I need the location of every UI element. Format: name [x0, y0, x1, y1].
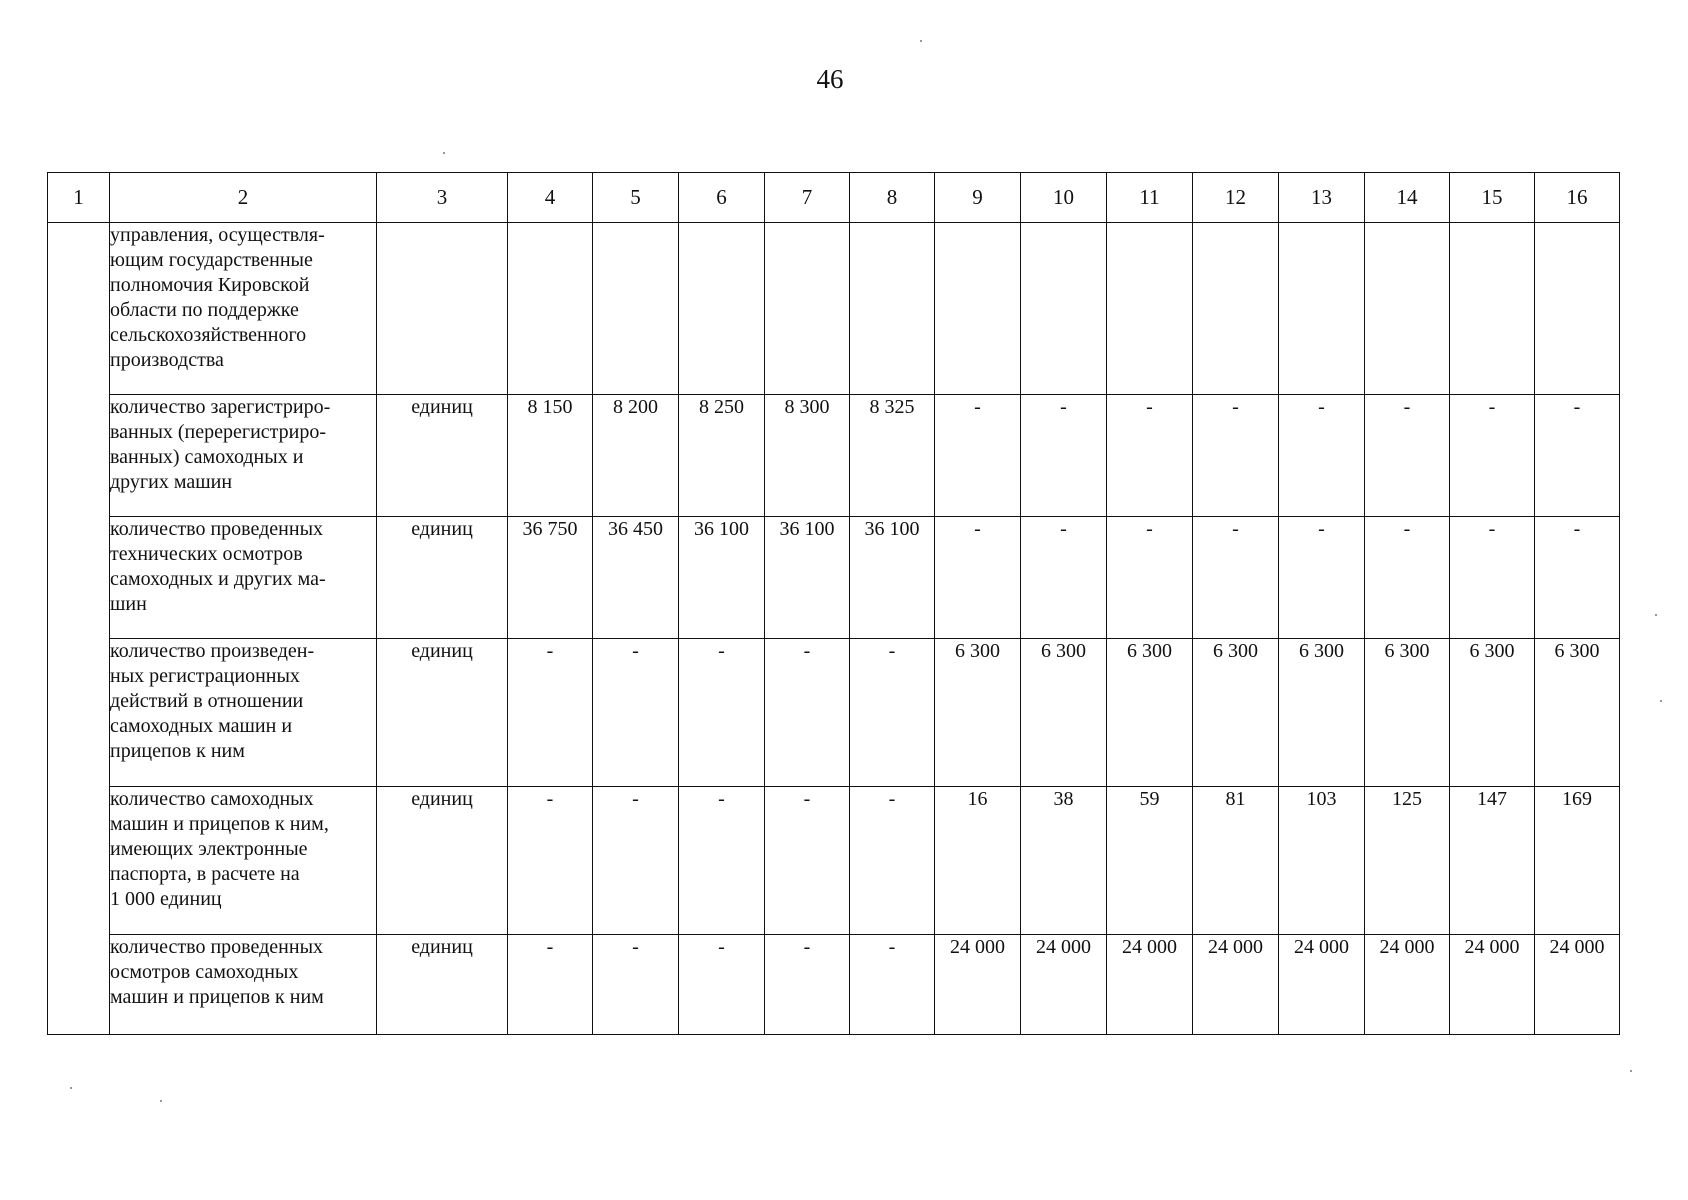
indicator-name-line: ных регистрационных — [110, 665, 300, 687]
value-cell: - — [508, 639, 593, 787]
value-cell: 6 300 — [1450, 639, 1535, 787]
indicator-name-line: технических осмотров — [110, 543, 303, 565]
value-cell: 103 — [1279, 787, 1365, 935]
unit-cell: единиц — [377, 395, 508, 517]
value-cell: - — [1535, 395, 1620, 517]
column-header: 13 — [1279, 173, 1365, 223]
value-cell — [1021, 223, 1107, 395]
value-cell: - — [850, 787, 935, 935]
indicator-name-cell — [110, 517, 377, 639]
unit-cell: единиц — [377, 935, 508, 1035]
value-cell: 8 250 — [679, 395, 765, 517]
value-cell — [765, 223, 850, 395]
indicator-name-line: количество произведен- — [110, 640, 315, 662]
indicator-name-line: других машин — [110, 471, 233, 493]
value-cell — [1450, 223, 1535, 395]
value-cell: 24 000 — [1450, 935, 1535, 1035]
value-cell: 59 — [1107, 787, 1193, 935]
scan-speck — [70, 1087, 72, 1089]
indicator-name-line: шин — [110, 593, 147, 615]
value-cell — [1365, 223, 1450, 395]
value-cell — [508, 223, 593, 395]
indicator-name-cell — [110, 639, 377, 787]
value-cell: 6 300 — [1193, 639, 1279, 787]
unit-cell: единиц — [377, 639, 508, 787]
column-header: 10 — [1021, 173, 1107, 223]
value-cell — [1279, 223, 1365, 395]
value-cell: 24 000 — [935, 935, 1021, 1035]
unit-cell: единиц — [377, 517, 508, 639]
column-header: 14 — [1365, 173, 1450, 223]
value-cell: - — [1193, 395, 1279, 517]
value-cell: 24 000 — [1279, 935, 1365, 1035]
value-cell: 36 450 — [593, 517, 679, 639]
value-cell — [850, 223, 935, 395]
value-cell: 6 300 — [1107, 639, 1193, 787]
column-header: 3 — [377, 173, 508, 223]
value-cell: - — [765, 935, 850, 1035]
unit-cell — [377, 223, 508, 395]
value-cell: 38 — [1021, 787, 1107, 935]
value-cell: 24 000 — [1535, 935, 1620, 1035]
column-header: 16 — [1535, 173, 1620, 223]
value-cell: 8 200 — [593, 395, 679, 517]
indicator-name-line: области по поддержке — [110, 299, 299, 321]
value-cell: 16 — [935, 787, 1021, 935]
scan-speck — [920, 40, 922, 42]
indicator-name-line: количество проведенных — [110, 518, 324, 540]
indicator-name-line: управления, осуществля- — [110, 224, 325, 246]
value-cell: - — [593, 787, 679, 935]
scan-speck — [1660, 700, 1662, 702]
column-header: 15 — [1450, 173, 1535, 223]
value-cell: 125 — [1365, 787, 1450, 935]
indicator-name-line: производства — [110, 349, 224, 371]
indicator-name-line: 1 000 единиц — [110, 888, 222, 910]
scan-speck — [443, 152, 445, 154]
page-number: 46 — [816, 64, 844, 94]
value-cell: 6 300 — [935, 639, 1021, 787]
value-cell: 24 000 — [1107, 935, 1193, 1035]
value-cell: - — [1450, 395, 1535, 517]
value-cell — [679, 223, 765, 395]
value-cell: - — [508, 935, 593, 1035]
column-header: 6 — [679, 173, 765, 223]
data-table — [47, 172, 1620, 1035]
indicator-name-line: действий в отношении — [110, 690, 304, 712]
indicator-name-line: количество самоходных — [110, 788, 314, 810]
value-cell — [1193, 223, 1279, 395]
value-cell: 147 — [1450, 787, 1535, 935]
value-cell: - — [1193, 517, 1279, 639]
value-cell: - — [935, 517, 1021, 639]
unit-cell: единиц — [377, 787, 508, 935]
column-header: 5 — [593, 173, 679, 223]
indicator-name-line: самоходных и других ма- — [110, 568, 326, 590]
column-header: 4 — [508, 173, 593, 223]
indicator-name-line: полномочия Кировской — [110, 274, 310, 296]
value-cell: 24 000 — [1021, 935, 1107, 1035]
table-row — [48, 787, 1620, 935]
value-cell: 8 150 — [508, 395, 593, 517]
column-header: 9 — [935, 173, 1021, 223]
indicator-name-cell — [110, 395, 377, 517]
table-row — [48, 639, 1620, 787]
indicator-name-line: осмотров самоходных — [110, 961, 299, 983]
column-header: 12 — [1193, 173, 1279, 223]
value-cell: - — [850, 935, 935, 1035]
value-cell — [1107, 223, 1193, 395]
indicator-name-line: имеющих электронные — [110, 838, 308, 860]
value-cell: - — [679, 639, 765, 787]
table-row — [48, 395, 1620, 517]
table-row — [48, 935, 1620, 1035]
value-cell: - — [679, 935, 765, 1035]
value-cell: - — [679, 787, 765, 935]
indicator-name-cell — [110, 935, 377, 1035]
value-cell: 8 325 — [850, 395, 935, 517]
value-cell: - — [1279, 395, 1365, 517]
indicator-name-line: ванных) самоходных и — [110, 446, 304, 468]
indicator-name-line: машин и прицепов к ним, — [110, 813, 329, 835]
header-row — [48, 173, 1620, 223]
indicator-name-line: машин и прицепов к ним — [110, 986, 324, 1008]
value-cell: 8 300 — [765, 395, 850, 517]
value-cell: 24 000 — [1193, 935, 1279, 1035]
value-cell — [1535, 223, 1620, 395]
scan-speck — [160, 1100, 162, 1102]
value-cell — [935, 223, 1021, 395]
value-cell: 6 300 — [1535, 639, 1620, 787]
column-header: 2 — [110, 173, 377, 223]
indicator-name-line: самоходных машин и — [110, 715, 293, 737]
column-header: 7 — [765, 173, 850, 223]
column-header: 11 — [1107, 173, 1193, 223]
value-cell: - — [1535, 517, 1620, 639]
indicator-name-line: количество зарегистриро- — [110, 396, 331, 418]
value-cell: - — [765, 639, 850, 787]
indicator-name-line: количество проведенных — [110, 936, 324, 958]
value-cell: - — [1021, 517, 1107, 639]
value-cell — [593, 223, 679, 395]
indicator-name-line: паспорта, в расчете на — [110, 863, 300, 885]
value-cell: 6 300 — [1021, 639, 1107, 787]
table-row — [48, 517, 1620, 639]
value-cell: - — [935, 395, 1021, 517]
scan-speck — [1630, 1070, 1632, 1072]
value-cell: - — [1107, 517, 1193, 639]
column-header: 8 — [850, 173, 935, 223]
row-number-cell — [48, 223, 110, 1035]
value-cell: 81 — [1193, 787, 1279, 935]
value-cell: - — [850, 639, 935, 787]
value-cell: 6 300 — [1279, 639, 1365, 787]
indicator-name-line: прицепов к ним — [110, 740, 245, 762]
table-row — [48, 223, 1620, 395]
scan-speck — [1655, 614, 1657, 616]
indicator-name-cell — [110, 787, 377, 935]
value-cell: - — [1107, 395, 1193, 517]
value-cell: - — [593, 639, 679, 787]
value-cell: - — [765, 787, 850, 935]
value-cell: - — [1365, 395, 1450, 517]
value-cell: 36 100 — [850, 517, 935, 639]
value-cell: 24 000 — [1365, 935, 1450, 1035]
value-cell: - — [1279, 517, 1365, 639]
indicator-name-line: ванных (перерегистриро- — [110, 421, 327, 443]
indicator-name-cell — [110, 223, 377, 395]
value-cell: 6 300 — [1365, 639, 1450, 787]
value-cell: - — [1021, 395, 1107, 517]
indicator-name-line: сельскохозяйственного — [110, 324, 307, 346]
value-cell: - — [593, 935, 679, 1035]
value-cell: 36 100 — [679, 517, 765, 639]
value-cell: - — [1365, 517, 1450, 639]
column-header: 1 — [48, 173, 110, 223]
value-cell: 169 — [1535, 787, 1620, 935]
value-cell: - — [1450, 517, 1535, 639]
value-cell: 36 750 — [508, 517, 593, 639]
value-cell: - — [508, 787, 593, 935]
value-cell: 36 100 — [765, 517, 850, 639]
indicator-name-line: ющим государственные — [110, 249, 313, 271]
